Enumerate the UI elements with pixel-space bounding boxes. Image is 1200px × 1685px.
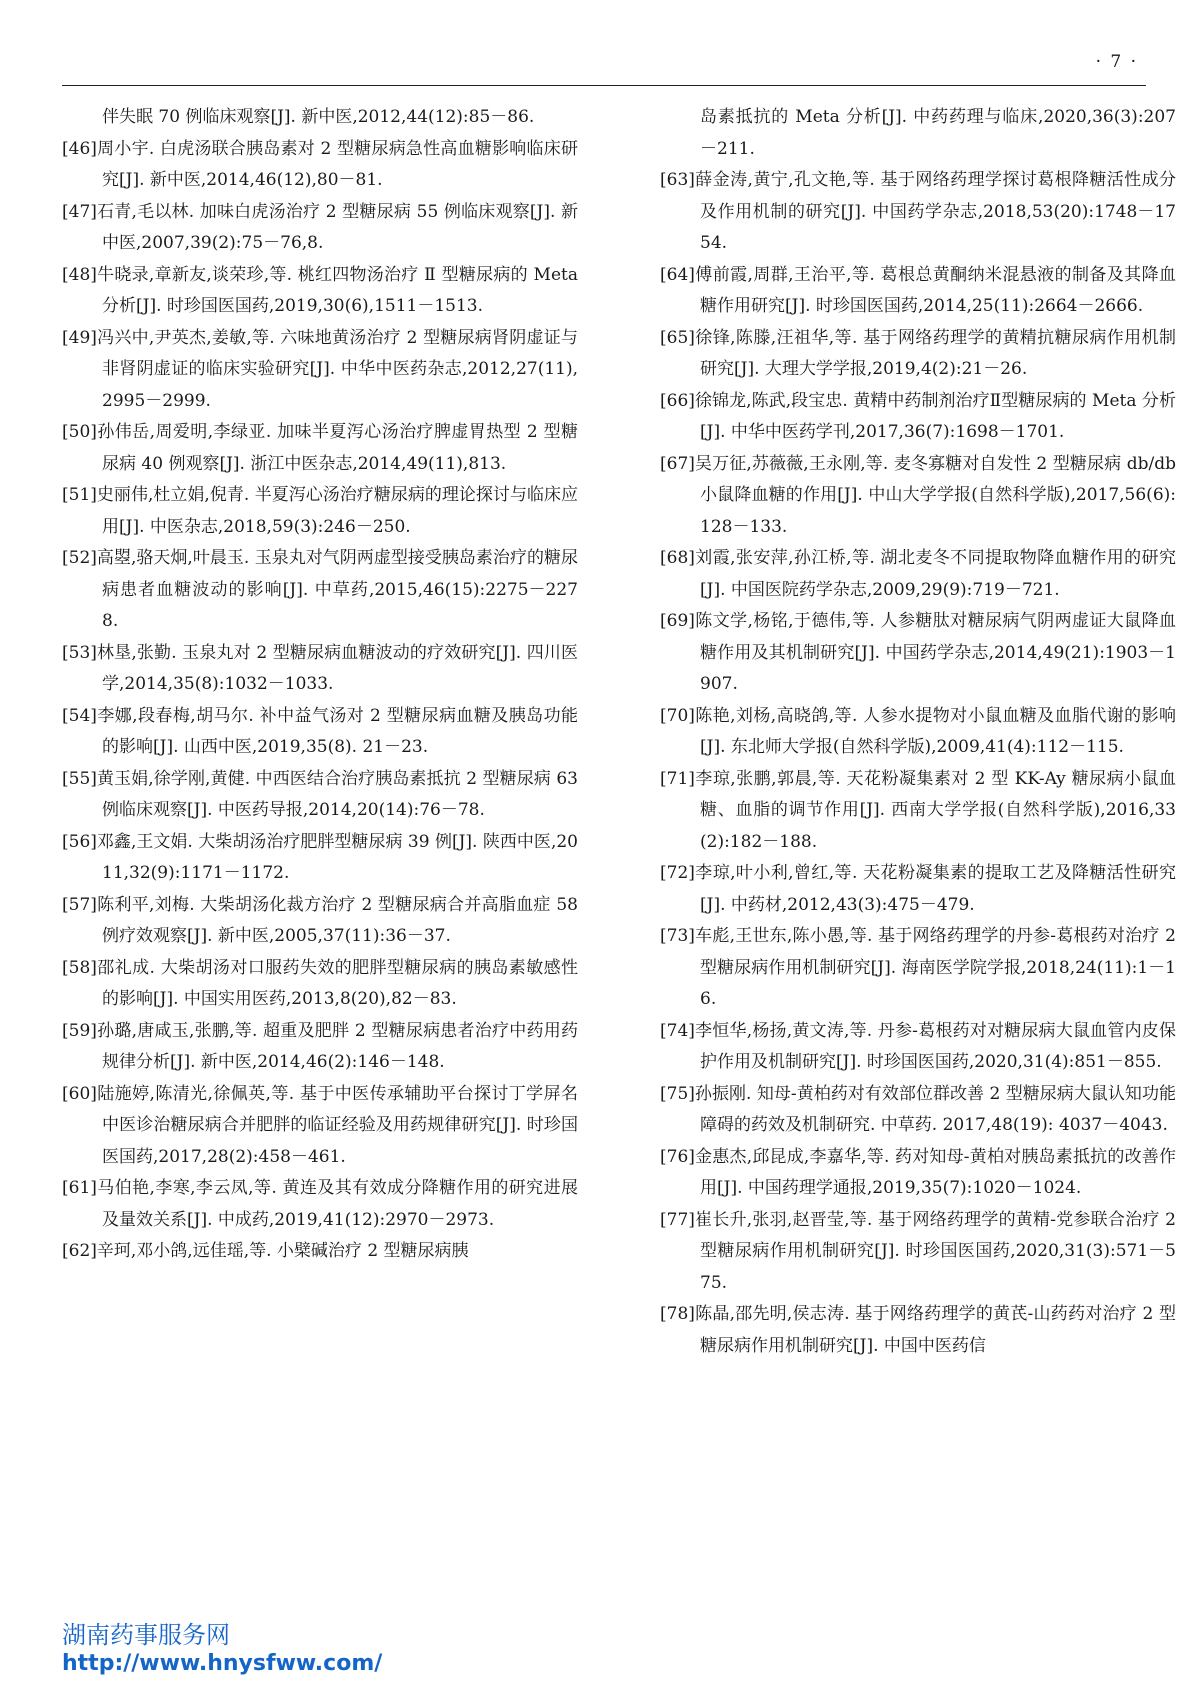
- reference-item: [66]徐锦龙,陈武,段宝忠. 黄精中药制剂治疗Ⅱ型糖尿病的 Meta 分析[J]. 中华中医药学刊,2017,36(7):1698－1701.: [660, 390, 1176, 442]
- reference-item: [51]史丽伟,杜立娟,倪青. 半夏泻心汤治疗糖尿病的理论探讨与临床应用[J]. 中医杂志,2018,59(3):246－250.: [62, 485, 578, 537]
- reference-item: [60]陆施婷,陈清光,徐佩英,等. 基于中医传承辅助平台探讨丁学屏名中医诊治糖尿病合并肥胖的临证经验及用药规律研究[J]. 时珍国医国药,2017,28(2):458－461.: [62, 1083, 578, 1167]
- reference-item: [55]黄玉娟,徐学刚,黄健. 中西医结合治疗胰岛素抵抗 2 型糖尿病 63 例临床观察[J]. 中医药导报,2014,20(14):76－78.: [62, 768, 578, 820]
- reference-item: [70]陈艳,刘杨,高晓鸽,等. 人参水提物对小鼠血糖及血脂代谢的影响[J]. 东北师大学报(自然科学版),2009,41(4):112－115.: [660, 705, 1176, 757]
- reference-item: [59]孙璐,唐咸玉,张鹏,等. 超重及肥胖 2 型糖尿病患者治疗中药用药规律分析[J]. 新中医,2014,46(2):146－148.: [62, 1020, 578, 1072]
- reference-item: [54]李娜,段春梅,胡马尔. 补中益气汤对 2 型糖尿病血糖及胰岛功能的影响[J]. 山西中医,2019,35(8). 21－23.: [62, 705, 578, 757]
- reference-item: [68]刘霞,张安萍,孙江桥,等. 湖北麦冬不同提取物降血糖作用的研究[J]. 中国医院药学杂志,2009,29(9):719－721.: [660, 548, 1176, 600]
- reference-list-right: [660, 102, 1176, 1362]
- reference-item: [74]李恒华,杨扬,黄文涛,等. 丹参-葛根药对对糖尿病大鼠血管内皮保护作用及机制研究[J]. 时珍国医国药,2020,31(4):851－855.: [660, 1020, 1176, 1072]
- header-rule: [62, 85, 1146, 86]
- reference-item: [69]陈文学,杨铭,于德伟,等. 人参糖肽对糖尿病气阴两虚证大鼠降血糖作用及其机制研究[J]. 中国药学杂志,2014,49(21):1903－1907.: [660, 611, 1176, 694]
- footer-watermark: [62, 1620, 382, 1678]
- reference-item: [47]石青,毛以林. 加味白虎汤治疗 2 型糖尿病 55 例临床观察[J]. 新中医,2007,39(2):75－76,8.: [62, 201, 578, 253]
- footer-url-link[interactable]: http://www.hnysfww.com/: [62, 1651, 383, 1676]
- reference-item: [61]马伯艳,李寒,李云凤,等. 黄连及其有效成分降糖作用的研究进展及量效关系[J]. 中成药,2019,41(12):2970－2973.: [62, 1178, 578, 1230]
- reference-item: [58]邵礼成. 大柴胡汤对口服药失效的肥胖型糖尿病的胰岛素敏感性的影响[J]. 中国实用医药,2013,8(20),82－83.: [62, 957, 578, 1009]
- reference-item: [46]周小宇. 白虎汤联合胰岛素对 2 型糖尿病急性高血糖影响临床研究[J]. 新中医,2014,46(12),80－81.: [62, 138, 578, 190]
- reference-item: [56]邓鑫,王文娟. 大柴胡汤治疗肥胖型糖尿病 39 例[J]. 陕西中医,2011,32(9):1171－1172.: [62, 831, 578, 883]
- reference-item: [64]傅前霞,周群,王治平,等. 葛根总黄酮纳米混悬液的制备及其降血糖作用研究[J]. 时珍国医国药,2014,25(11):2664－2666.: [660, 264, 1176, 316]
- reference-item: [48]牛晓录,章新友,谈荣珍,等. 桃红四物汤治疗 Ⅱ 型糖尿病的 Meta 分析[J]. 时珍国医国药,2019,30(6),1511－1513.: [62, 264, 578, 316]
- page-number: · 7 ·: [1095, 52, 1138, 72]
- reference-item: [49]冯兴中,尹英杰,姜敏,等. 六味地黄汤治疗 2 型糖尿病肾阴虚证与非肾阴虚证的临床实验研究[J]. 中华中医药杂志,2012,27(11),2995－2999.: [62, 327, 578, 411]
- reference-item: [57]陈利平,刘梅. 大柴胡汤化裁方治疗 2 型糖尿病合并高脂血症 58 例疗效观察[J]. 新中医,2005,37(11):36－37.: [62, 894, 578, 946]
- reference-item: [71]李琼,张鹏,郭晨,等. 天花粉凝集素对 2 型 KK-Ay 糖尿病小鼠血糖、血脂的调节作用[J]. 西南大学学报(自然科学版),2016,33(2):182－188.: [660, 768, 1176, 852]
- reference-item: [50]孙伟岳,周爱明,李绿亚. 加味半夏泻心汤治疗脾虚胃热型 2 型糖尿病 40 例观察[J]. 浙江中医杂志,2014,49(11),813.: [62, 422, 578, 474]
- reference-item: [78]陈晶,邵先明,侯志涛. 基于网络药理学的黄芪-山药药对治疗 2 型糖尿病作用机制研究[J]. 中国中医药信: [660, 1304, 1176, 1356]
- reference-item: [67]吴万征,苏薇薇,王永刚,等. 麦冬寡糖对自发性 2 型糖尿病 db/db 小鼠降血糖的作用[J]. 中山大学学报(自然科学版),2017,56(6):128－133.: [660, 453, 1176, 537]
- reference-item: 伴失眠 70 例临床观察[J]. 新中医,2012,44(12):85－86.: [102, 107, 535, 127]
- reference-item: [63]薛金涛,黄宁,孔文艳,等. 基于网络药理学探讨葛根降糖活性成分及作用机制的研究[J]. 中国药学杂志,2018,53(20):1748－1754.: [660, 170, 1176, 253]
- reference-item: [77]崔长升,张羽,赵晋莹,等. 基于网络药理学的黄精-党参联合治疗 2 型糖尿病作用机制研究[J]. 时珍国医国药,2020,31(3):571－575.: [660, 1209, 1176, 1293]
- reference-list-left: [62, 102, 578, 1268]
- reference-item: [72]李琼,叶小利,曾红,等. 天花粉凝集素的提取工艺及降糖活性研究[J]. 中药材,2012,43(3):475－479.: [660, 863, 1176, 915]
- reference-item: [52]高曌,骆天炯,叶晨玉. 玉泉丸对气阴两虚型接受胰岛素治疗的糖尿病患者血糖波动的影响[J]. 中草药,2015,46(15):2275－2278.: [62, 548, 578, 631]
- reference-item: [62]辛珂,邓小鸽,远佳瑶,等. 小檗碱治疗 2 型糖尿病胰: [62, 1241, 469, 1261]
- reference-item: [76]金惠杰,邱昆成,李嘉华,等. 药对知母-黄柏对胰岛素抵抗的改善作用[J]. 中国药理学通报,2019,35(7):1020－1024.: [660, 1146, 1176, 1198]
- reference-item: [73]车彪,王世东,陈小愚,等. 基于网络药理学的丹参-葛根药对治疗 2 型糖尿病作用机制研究[J]. 海南医学院学报,2018,24(11):1－16.: [660, 926, 1176, 1009]
- footer-site-name: 湖南药事服务网: [62, 1621, 230, 1649]
- reference-item: [75]孙振刚. 知母-黄柏药对有效部位群改善 2 型糖尿病大鼠认知功能障碍的药效及机制研究. 中草药. 2017,48(19): 4037－4043.: [660, 1083, 1176, 1135]
- reference-item: [53]林垦,张勤. 玉泉丸对 2 型糖尿病血糖波动的疗效研究[J]. 四川医学,2014,35(8):1032－1033.: [62, 642, 578, 694]
- reference-item: [65]徐锋,陈滕,汪祖华,等. 基于网络药理学的黄精抗糖尿病作用机制研究[J]. 大理大学学报,2019,4(2):21－26.: [660, 327, 1176, 379]
- reference-item: 岛素抵抗的 Meta 分析[J]. 中药药理与临床,2020,36(3):207－211.: [700, 107, 1176, 159]
